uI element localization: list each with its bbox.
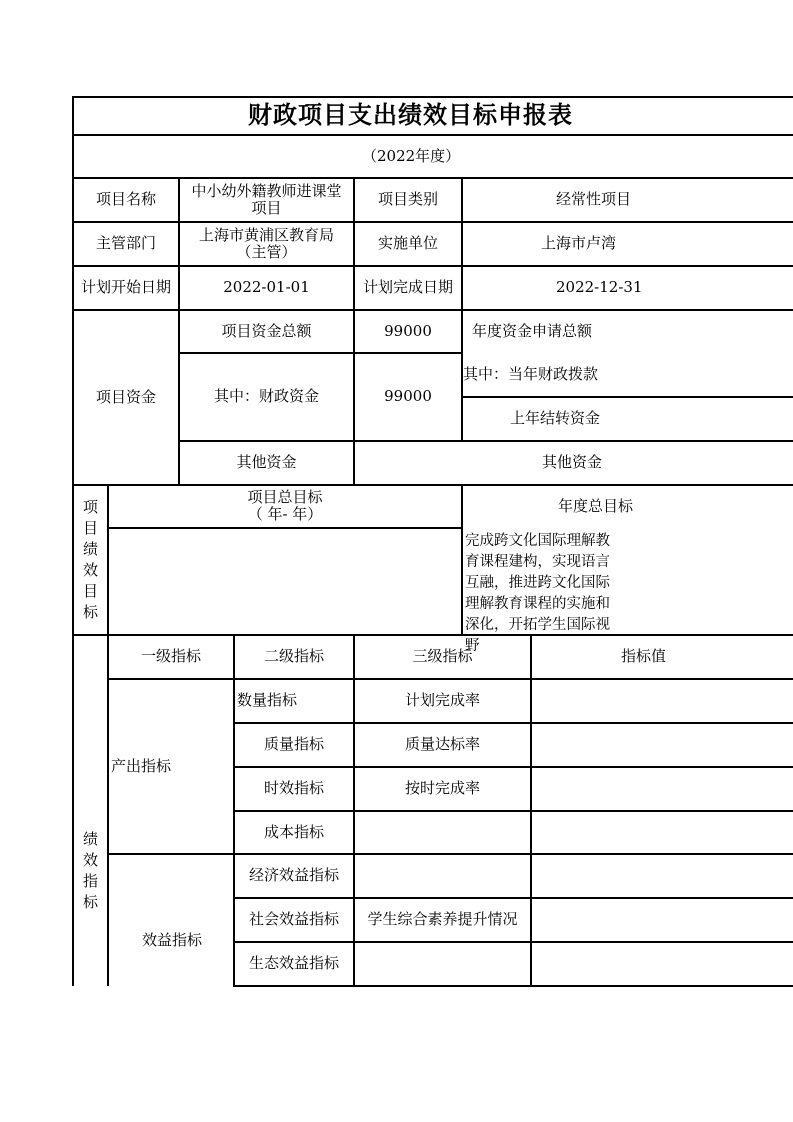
total-goal-header (109, 485, 461, 527)
project-name-value: 中小幼外籍教师进课堂项目 (191, 181, 342, 217)
row-timeliness-level2: 时效指标 (263, 779, 324, 797)
grid-line (233, 985, 793, 987)
header-level1: 一级指标 (140, 647, 201, 665)
project-name-label: 项目名称 (95, 190, 156, 208)
total-goal-period: （ 年- 年） (247, 505, 323, 523)
header-level3: 三级指标 (412, 647, 473, 665)
row-ecological-level3 (355, 942, 530, 985)
performance-indicators-label (74, 635, 107, 986)
row-cost-level3 (355, 811, 530, 853)
performance-indicators-label-text: 绩效指标 (83, 829, 99, 911)
department-label: 主管部门 (95, 234, 156, 252)
form-year: （2022年度） (362, 146, 461, 165)
project-category-label: 项目类别 (377, 190, 438, 208)
form-title: 财政项目支出绩效目标申报表 (248, 101, 573, 129)
funds-total-label: 项目资金总额 (221, 321, 312, 340)
funds-carryover-label: 上年结转资金 (510, 409, 601, 427)
funds-fiscal-value: 99000 (384, 387, 432, 405)
performance-goal-label (74, 485, 107, 634)
funds-current-year-label: 其中：当年财政拨款 (463, 365, 599, 383)
row-quality-level3: 质量达标率 (404, 735, 480, 753)
annual-goal-text: 完成跨文化国际理解教育课程建构，实现语言互融，推进跨文化国际理解教育课程的实施和深化，开拓学生国际视野 (465, 533, 610, 654)
row-social-level3: 学生综合素养提升情况 (367, 910, 518, 928)
grid-line (530, 634, 532, 986)
funds-fiscal-label: 其中：财政资金 (213, 387, 319, 405)
header-level2: 二级指标 (263, 647, 324, 665)
department-value: 上海市黄浦区教育局（主管） (198, 225, 334, 261)
start-date-label: 计划开始日期 (80, 278, 171, 296)
end-date-value: 2022-12-31 (556, 278, 643, 296)
header-indicator-value: 指标值 (621, 647, 667, 665)
start-date-value: 2022-01-01 (223, 278, 310, 296)
row-timeliness-level3: 按时完成率 (404, 779, 480, 797)
annual-goal-label: 年度总目标 (558, 496, 634, 515)
funds-total-value: 99000 (384, 321, 432, 340)
row-economic-level3 (355, 854, 530, 897)
funds-other-label: 其他资金 (236, 453, 297, 471)
row-quality-level2: 质量指标 (263, 735, 324, 753)
funds-other-value (355, 441, 461, 484)
row-social-level2: 社会效益指标 (248, 910, 339, 928)
benefit-indicators-label: 效益指标 (141, 930, 202, 949)
output-indicators-label: 产出指标 (111, 756, 172, 775)
end-date-label: 计划完成日期 (362, 278, 453, 296)
performance-goal-label-text: 项目绩效目标 (83, 497, 99, 621)
row-economic-level2: 经济效益指标 (248, 866, 339, 884)
project-category-value: 经常性项目 (556, 190, 632, 208)
implementing-unit-label: 实施单位 (377, 234, 438, 252)
funds-other-right-label: 其他资金 (542, 453, 603, 471)
row-quantity-level3: 计划完成率 (404, 691, 480, 709)
row-ecological-level2: 生态效益指标 (248, 954, 339, 972)
row-cost-level2: 成本指标 (263, 822, 324, 841)
funds-annual-label: 年度资金申请总额 (472, 321, 593, 340)
implementing-unit-value: 上海市卢湾 (541, 234, 617, 252)
total-goal-text (109, 529, 461, 634)
row-quantity-level2: 数量指标 (237, 691, 298, 709)
total-goal-label: 项目总目标 (247, 488, 323, 506)
project-funds-label: 项目资金 (95, 387, 156, 406)
